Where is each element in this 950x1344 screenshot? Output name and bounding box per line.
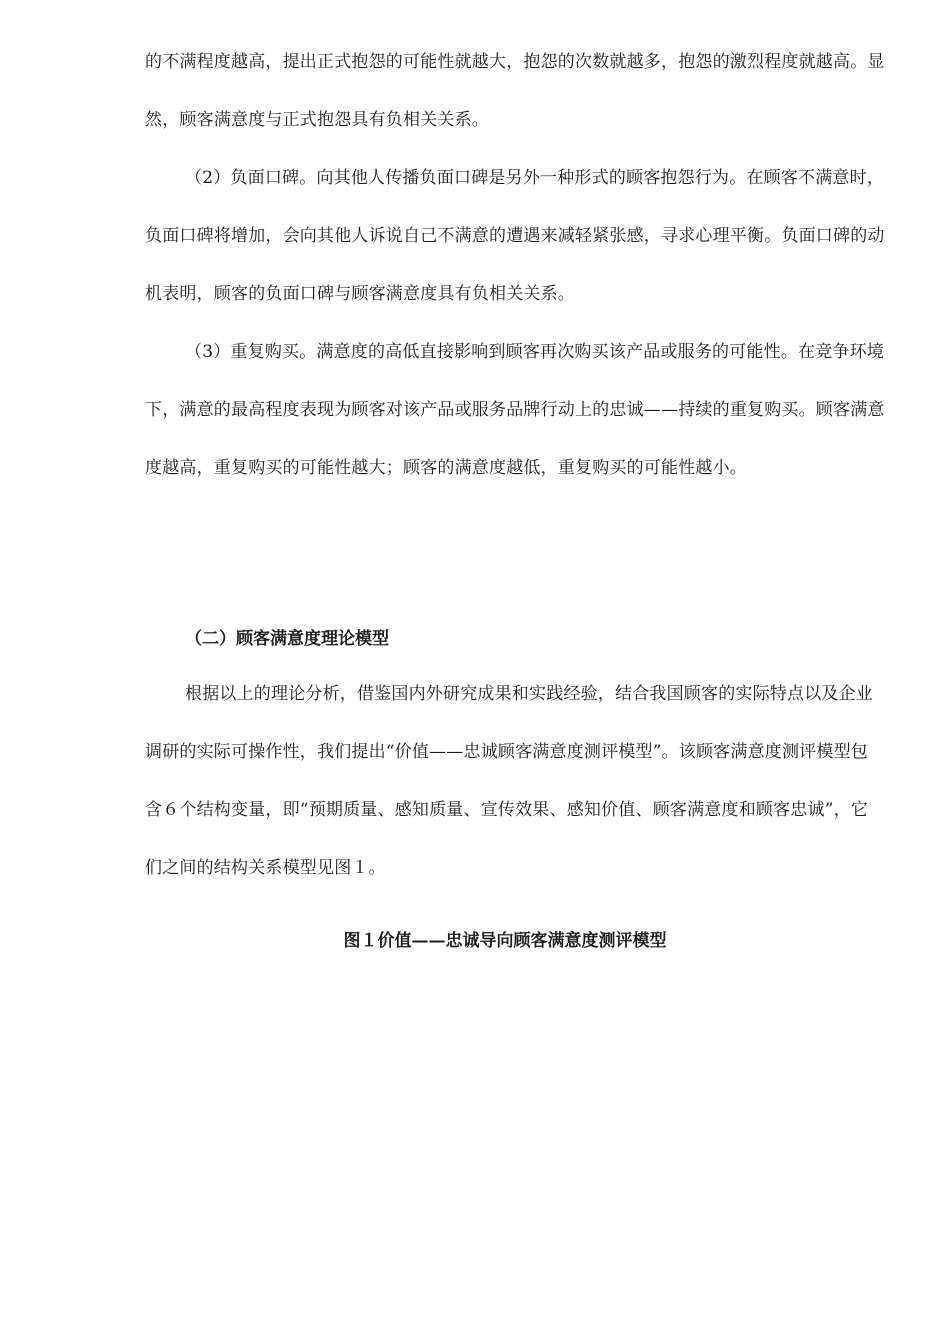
- section-heading: （二）顾客满意度理论模型: [185, 629, 389, 649]
- paragraph-model-intro: 根据以上的理论分析，借鉴国内外研究成果和实践经验，结合我国顾客的实际特点以及企业调研的实际可操作性，我们提出“价值——忠诚顾客满意度测评模型”。该顾客满意度测评模型包含６个结构变量，即“预期质量、感知质量、宣传效果、感知价值、顾客满意度和顾客忠诚”，它们之间的结构关系模型见图１。: [145, 684, 873, 878]
- paragraph-formal-complaint: 的不满程度越高，提出正式抱怨的可能性就越大，抱怨的次数就越多，抱怨的激烈程度就越高。显然，顾客满意度与正式抱怨具有负相关关系。: [145, 52, 885, 130]
- paragraph-negative-word-of-mouth: （2）负面口碑。向其他人传播负面口碑是另外一种形式的顾客抱怨行为。在顾客不满意时，负面口碑将增加，会向其他人诉说自己不满意的遭遇来减轻紧张感，寻求心理平衡。负面口碑的动机表明，顾客的负面口碑与顾客满意度具有负相关关系。: [145, 168, 885, 304]
- figure-caption: 图１价值——忠诚导向顾客满意度测评模型: [343, 931, 667, 951]
- paragraph-repeat-purchase: （3）重复购买。满意度的高低直接影响到顾客再次购买该产品或服务的可能性。在竞争环境下，满意的最高程度表现为顾客对该产品或服务品牌行动上的忠诚——持续的重复购买。顾客满意度越高，重复购买的可能性越大；顾客的满意度越低，重复购买的可能性越小。: [145, 342, 885, 478]
